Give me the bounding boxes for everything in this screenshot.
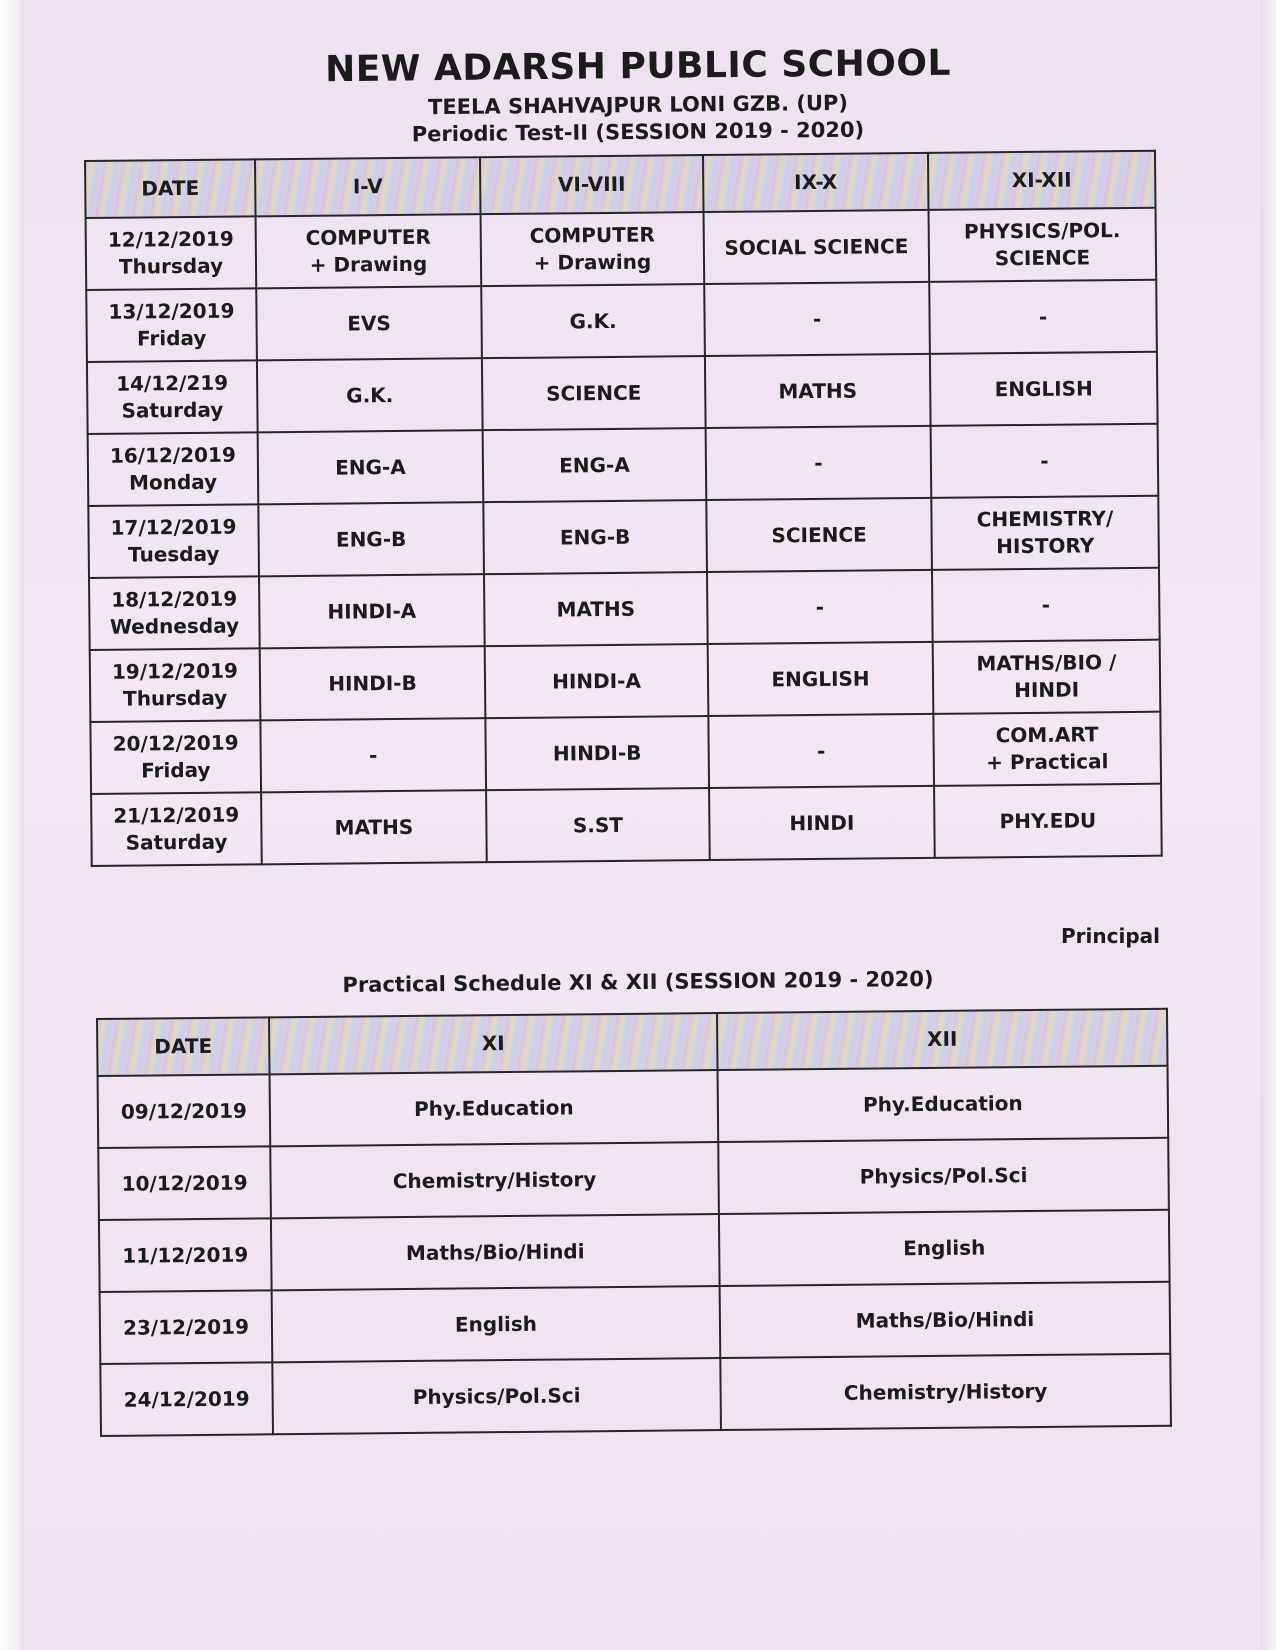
date-cell-line1: 16/12/2019 [109, 442, 236, 468]
cell-i-v-line1: EVS [347, 310, 391, 335]
cell-i-v [261, 790, 487, 864]
table-row [100, 1354, 1171, 1436]
cell-xi: Physics/Pol.Sci [272, 1358, 721, 1434]
cell-xi: Phy.Education [270, 1070, 719, 1146]
cell-vi-viii [486, 788, 710, 862]
date-cell-line2: Monday [128, 469, 218, 495]
cell-ix-x-line1: HINDI [789, 810, 855, 835]
cell-i-v [260, 646, 486, 720]
cell-vi-viii-line1: G.K. [569, 308, 617, 333]
cell-xi-xii-line2: HINDI [1014, 677, 1080, 703]
cell-vi-viii-line1: HINDI-B [552, 740, 642, 766]
cell-xii: Maths/Bio/Hindi [720, 1282, 1171, 1358]
cell-xi-xii [934, 784, 1162, 858]
cell-i-v-line1: - [368, 742, 378, 767]
practical-schedule-table [96, 1008, 1172, 1437]
cell-xii: Phy.Education [718, 1066, 1169, 1142]
date-cell [86, 288, 257, 362]
table-row [91, 784, 1162, 866]
column-header-i-v: I-V [255, 157, 481, 216]
cell-ix-x-line1: MATHS [778, 378, 858, 403]
cell-xi: Maths/Bio/Hindi [271, 1214, 720, 1290]
cell-xi-xii-line1: ENGLISH [994, 375, 1093, 401]
cell-vi-viii [485, 716, 709, 790]
school-name: NEW ADARSH PUBLIC SCHOOL [324, 42, 952, 91]
date-cell-line2: Saturday [125, 829, 228, 855]
cell-vi-viii [483, 428, 707, 502]
periodic-test-header-row [85, 151, 1155, 218]
cell-i-v [258, 430, 484, 504]
date-cell-line1: 13/12/2019 [108, 298, 235, 324]
column-header-xii: XII [717, 1009, 1168, 1070]
cell-ix-x-line1: - [814, 450, 823, 475]
date-cell-line2: Thursday [122, 685, 228, 711]
column-header-xi-xii: XI-XII [928, 151, 1156, 210]
cell-i-v [258, 502, 484, 576]
table-row [88, 496, 1159, 578]
date-cell [90, 720, 261, 794]
cell-xi-xii-line2: SCIENCE [994, 245, 1091, 271]
scan-right-edge [1260, 0, 1276, 1650]
cell-i-v [259, 574, 485, 648]
cell-i-v-line1: ENG-A [335, 454, 406, 480]
cell-vi-viii-line2: + Drawing [533, 249, 652, 275]
cell-ix-x [708, 642, 934, 716]
table-row [86, 280, 1157, 362]
cell-ix-x-line1: - [812, 306, 822, 331]
column-header-xi: XI [269, 1013, 718, 1074]
cell-i-v-line1: COMPUTER [305, 224, 431, 250]
cell-vi-viii-line1: MATHS [556, 596, 636, 621]
cell-xi-xii [930, 352, 1158, 426]
cell-i-v-line1: MATHS [334, 814, 414, 840]
date-cell [91, 792, 262, 866]
cell-xi-xii [933, 712, 1161, 786]
table-row [88, 424, 1159, 506]
cell-i-v [256, 286, 482, 360]
cell-i-v [256, 214, 482, 288]
date-cell: 24/12/2019 [100, 1362, 273, 1436]
cell-xi-xii-line1: COM.ART [995, 722, 1099, 748]
cell-vi-viii-line1: S.ST [572, 812, 624, 837]
date-cell-line1: 19/12/2019 [111, 658, 238, 684]
table-row [89, 568, 1160, 650]
date-cell-line2: Friday [141, 757, 211, 783]
cell-ix-x-line1: SCIENCE [771, 522, 867, 547]
date-cell-line1: 12/12/2019 [107, 226, 234, 252]
date-cell-line2: Saturday [121, 397, 224, 423]
cell-ix-x-line1: SOCIAL SCIENCE [724, 233, 909, 260]
cell-xi-xii-line2: HISTORY [996, 533, 1095, 559]
cell-vi-viii [481, 284, 705, 358]
cell-i-v [257, 358, 483, 432]
date-cell [90, 648, 261, 722]
date-cell-line1: 14/12/219 [116, 370, 229, 396]
cell-ix-x [709, 786, 935, 860]
cell-vi-viii-line1: SCIENCE [546, 380, 642, 406]
cell-xi-xii [931, 496, 1159, 570]
table-row [90, 640, 1161, 722]
cell-i-v-line1: HINDI-B [328, 670, 417, 696]
date-cell-line1: 18/12/2019 [111, 586, 238, 612]
cell-i-v-line1: HINDI-A [327, 598, 417, 624]
periodic-test-table [84, 150, 1163, 867]
column-header-date: DATE [85, 159, 256, 218]
date-cell [89, 576, 260, 650]
date-cell: 10/12/2019 [98, 1146, 271, 1220]
column-header-ix-x: IX-X [703, 153, 929, 212]
practical-schedule-title: Practical Schedule XI & XII (SESSION 2019 - 2020) [342, 966, 934, 998]
date-cell-line1: 20/12/2019 [112, 730, 239, 756]
cell-xi-xii [929, 280, 1157, 354]
cell-xi-xii-line1: - [1041, 592, 1051, 617]
date-cell-line1: 17/12/2019 [110, 514, 237, 540]
cell-ix-x-line1: ENGLISH [771, 665, 870, 691]
table-row [99, 1210, 1170, 1292]
cell-vi-viii-line1: ENG-A [559, 452, 630, 477]
column-header-vi-viii: VI-VIII [480, 155, 704, 214]
table-row [98, 1138, 1169, 1220]
exam-session: Periodic Test-II (SESSION 2019 - 2020) [411, 117, 865, 147]
cell-xi-xii-line1: - [1040, 448, 1049, 473]
cell-i-v-line1: G.K. [346, 382, 394, 407]
cell-xi-xii-line1: MATHS/BIO / [976, 650, 1117, 676]
cell-xi-xii-line2: + Practical [986, 749, 1109, 775]
table-row [90, 712, 1161, 794]
cell-ix-x [708, 714, 934, 788]
practical-header-row [97, 1009, 1167, 1076]
cell-i-v-line1: ENG-B [335, 526, 407, 552]
cell-vi-viii-line1: HINDI-A [552, 668, 642, 694]
cell-vi-viii [481, 212, 705, 286]
principal-signature-label: Principal [1061, 924, 1160, 948]
cell-xii: English [719, 1210, 1170, 1286]
cell-vi-viii [484, 572, 708, 646]
column-header-date: DATE [97, 1017, 270, 1076]
table-row [87, 352, 1158, 434]
scan-left-edge [0, 0, 24, 1650]
cell-xi-xii [932, 568, 1160, 642]
date-cell: 11/12/2019 [99, 1218, 272, 1292]
date-cell-line2: Tuesday [127, 541, 220, 567]
cell-i-v [260, 718, 486, 792]
cell-xi: English [272, 1286, 721, 1362]
cell-xi-xii [929, 208, 1157, 282]
cell-ix-x [707, 570, 933, 644]
cell-ix-x [704, 210, 930, 284]
date-cell: 09/12/2019 [98, 1074, 271, 1148]
school-address: TEELA SHAHVAJPUR LONI GZB. (UP) [427, 90, 849, 120]
cell-i-v-line2: + Drawing [309, 251, 428, 277]
table-row [98, 1066, 1169, 1148]
date-cell [88, 504, 259, 578]
cell-xii: Chemistry/History [720, 1354, 1171, 1430]
cell-ix-x [706, 426, 932, 500]
cell-vi-viii [482, 356, 706, 430]
table-row [100, 1282, 1171, 1364]
cell-vi-viii-line1: ENG-B [559, 524, 631, 549]
cell-xii: Physics/Pol.Sci [718, 1138, 1169, 1214]
cell-vi-viii [483, 500, 707, 574]
date-cell-line2: Friday [136, 325, 207, 351]
table-row [86, 208, 1157, 290]
cell-xi-xii [933, 640, 1161, 714]
cell-xi: Chemistry/History [270, 1142, 719, 1218]
cell-xi-xii-line1: PHY.EDU [999, 807, 1097, 833]
cell-vi-viii-line1: COMPUTER [529, 222, 655, 248]
cell-ix-x [705, 354, 931, 428]
cell-ix-x [704, 282, 930, 356]
date-cell-line1: 21/12/2019 [113, 802, 240, 828]
date-cell [87, 360, 258, 434]
cell-xi-xii-line1: PHYSICS/POL. [963, 218, 1121, 244]
cell-ix-x [706, 498, 932, 572]
cell-ix-x-line1: - [815, 594, 825, 619]
cell-vi-viii [485, 644, 709, 718]
cell-xi-xii-line1: CHEMISTRY/ [976, 506, 1114, 532]
cell-ix-x-line1: - [816, 738, 826, 763]
date-cell-line2: Wednesday [109, 613, 240, 639]
date-cell-line2: Thursday [118, 253, 224, 279]
cell-xi-xii-line1: - [1038, 304, 1048, 329]
date-cell [88, 432, 259, 506]
cell-xi-xii [931, 424, 1159, 498]
date-cell [86, 216, 257, 290]
date-cell: 23/12/2019 [100, 1290, 273, 1364]
